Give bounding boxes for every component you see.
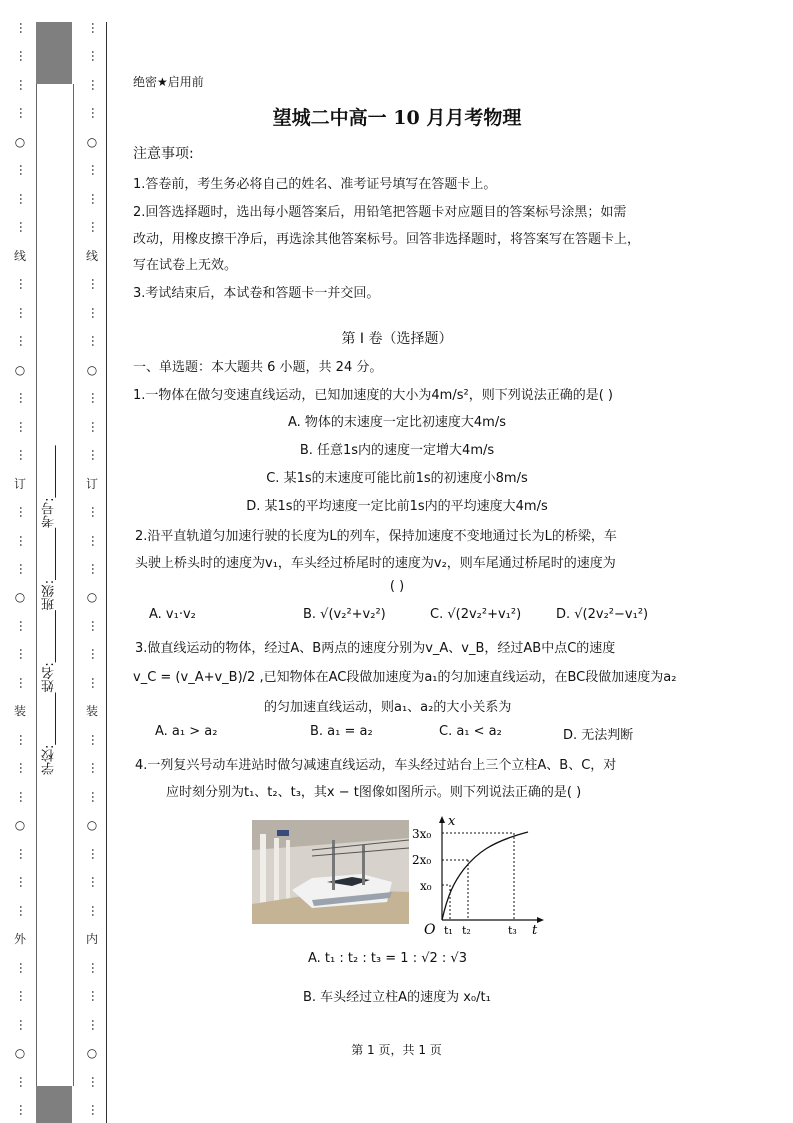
binding-dots: … (17, 791, 31, 803)
binding-circle: ○ (86, 1046, 98, 1060)
binding-dots: … (89, 307, 103, 319)
x-tick-t3: t₃ (508, 924, 517, 936)
q1-option-b: B. 任意1s内的速度一定增大4m/s (299, 443, 495, 458)
binding-circle: ○ (14, 135, 26, 149)
q2-stem-line2: 头驶上桥头时的速度为v₁，车头经过桥尾时的速度为v₂，则车尾通过桥尾时的速度为 (135, 556, 616, 571)
binding-dots: … (17, 762, 31, 774)
binding-dots: … (17, 193, 31, 205)
binding-char: 线 (85, 249, 98, 263)
binding-dots: … (17, 876, 31, 888)
train-photo (252, 820, 409, 924)
binding-circle: ○ (86, 590, 98, 604)
q3-option-a: A. a₁ > a₂ (155, 724, 218, 739)
q4-stem-line1: 4.一列复兴号动车进站时做匀减速直线运动，车头经过站台上三个立柱A、B、C，对 (135, 758, 617, 773)
x-t-curve (442, 832, 528, 920)
binding-dots: … (17, 392, 31, 404)
y-axis-arrow (439, 816, 445, 823)
binding-dots: … (17, 734, 31, 746)
binding-dots: … (17, 506, 31, 518)
x-tick-t2: t₂ (462, 924, 471, 936)
binding-dots: … (89, 506, 103, 518)
binding-dots: … (17, 677, 31, 689)
binding-dots: … (89, 107, 103, 119)
note-item: 改动，用橡皮擦干净后，再选涂其他答案标号。回答非选择题时，将答案写在答题卡上， (133, 232, 641, 247)
binding-dots: … (17, 50, 31, 62)
binding-char: 内 (85, 932, 98, 946)
binding-dots: … (89, 421, 103, 433)
binding-dots: … (89, 762, 103, 774)
y-tick-2x0: 2x₀ (412, 853, 432, 867)
binding-dots: … (89, 962, 103, 974)
q2-stem-line1: 2.沿平直轨道匀加速行驶的长度为L的列车，保持加速度不变地通过长为L的桥梁，车 (135, 529, 617, 544)
binding-dots: … (89, 278, 103, 290)
q4-option-a: A. t₁ : t₂ : t₃ = 1 : √2 : √3 (308, 951, 467, 966)
binding-dots: … (89, 1104, 103, 1116)
x-axis-label: t (532, 923, 538, 936)
q2-option-c: C. √(2v₂²+v₁²) (430, 607, 522, 622)
binding-circle: ○ (86, 363, 98, 377)
binding-char: 线 (13, 249, 26, 263)
q3-option-d: D. 无法判断 (563, 728, 634, 743)
binding-dots: … (89, 22, 103, 34)
q3-option-c: C. a₁ < a₂ (439, 724, 502, 739)
binding-dots: … (17, 563, 31, 575)
binding-dots: … (89, 50, 103, 62)
secret-label: 绝密★启用前 (133, 75, 204, 89)
binding-dots: … (89, 905, 103, 917)
q2-option-b: B. √(v₂²+v₂²) (303, 607, 386, 622)
binding-dots: … (17, 449, 31, 461)
exam-title: 望城二中高一 10 月月考物理 (272, 107, 522, 129)
binding-circle: ○ (14, 1046, 26, 1060)
q3-option-b: B. a₁ = a₂ (310, 724, 373, 739)
binding-circle: ○ (86, 135, 98, 149)
y-axis-label: x (448, 814, 456, 829)
binding-dots: … (89, 563, 103, 575)
gutter-top-band (36, 22, 72, 84)
q1-option-a: A. 物体的末速度一定比初速度大4m/s (287, 415, 507, 430)
binding-dots: … (17, 848, 31, 860)
note-item: 3.考试结束后，本试卷和答题卡一并交回。 (133, 286, 380, 301)
binding-dots: … (89, 791, 103, 803)
binding-dots: … (17, 79, 31, 91)
binding-dots: … (17, 307, 31, 319)
binding-dots: … (17, 1076, 31, 1088)
q1-stem: 1.一物体在做匀变速直线运动，已知加速度的大小为4m/s²，则下列说法正确的是( ) (133, 388, 613, 403)
binding-dots: … (17, 421, 31, 433)
binding-dots: … (89, 335, 103, 347)
binding-dots: … (89, 876, 103, 888)
binding-dots: … (17, 107, 31, 119)
q1-option-c: C. 某1s的末速度可能比前1s的初速度小8m/s (266, 471, 528, 486)
q3-stem-line3: 的匀加速直线运动，则a₁、a₂的大小关系为 (264, 700, 512, 715)
student-info-fields: 学校:________姓名:________班级:________考号:________ (42, 445, 57, 775)
q3-stem-line1: 3.做直线运动的物体，经过A、B两点的速度分别为v_A、v_B，经过AB中点C的速度 (135, 641, 616, 656)
note-item: 1.答卷前，考生务必将自己的姓名、准考证号填写在答题卡上。 (133, 177, 497, 192)
y-tick-3x0: 3x₀ (412, 827, 432, 841)
q3-stem-line2: v_C = (v_A+v_B)/2 ,已知物体在AC段做加速度为a₁的匀加速直线运动，在BC段做加速度为a₂ (133, 670, 677, 685)
binding-char: 订 (13, 477, 26, 491)
binding-dots: … (89, 734, 103, 746)
binding-dots: … (89, 164, 103, 176)
binding-dots: … (17, 1019, 31, 1031)
x-t-graph (410, 814, 550, 936)
y-tick-x0: x₀ (420, 879, 432, 893)
binding-dots: … (89, 221, 103, 233)
note-item: 2.回答选择题时，选出每小题答案后，用铅笔把答题卡对应题目的答案标号涂黑；如需 (133, 205, 627, 220)
binding-dots: … (89, 79, 103, 91)
x-tick-t1: t₁ (444, 924, 453, 936)
binding-circle: ○ (14, 818, 26, 832)
binding-char: 订 (85, 477, 98, 491)
x-axis-arrow (537, 917, 544, 923)
binding-dots: … (89, 648, 103, 660)
origin-label: O (424, 922, 436, 936)
notes-heading: 注意事项: (133, 146, 194, 162)
binding-circle: ○ (14, 363, 26, 377)
q4-stem-line2: 应时刻分别为t₁、t₂、t₃，其x − t图像如图所示。则下列说法正确的是( ) (166, 785, 582, 800)
binding-circle: ○ (14, 590, 26, 604)
binding-char: 装 (13, 704, 26, 718)
binding-dots: … (89, 449, 103, 461)
binding-dots: … (17, 164, 31, 176)
gutter-divider-line (106, 22, 107, 1123)
q2-option-d: D. √(2v₂²−v₁²) (556, 607, 649, 622)
q2-option-a: A. v₁·v₂ (149, 607, 196, 622)
q2-stem-line3: ( ) (389, 579, 405, 594)
inner-binding-marks (82, 0, 102, 1123)
binding-dots: … (17, 648, 31, 660)
binding-dots: … (17, 221, 31, 233)
binding-dots: … (17, 990, 31, 1002)
binding-dots: … (89, 392, 103, 404)
binding-dots: … (89, 193, 103, 205)
binding-char: 装 (85, 704, 98, 718)
q1-option-d: D. 某1s的平均速度一定比前1s内的平均速度大4m/s (246, 499, 548, 514)
binding-dots: … (17, 335, 31, 347)
binding-dots: … (17, 905, 31, 917)
binding-circle: ○ (86, 818, 98, 832)
binding-dots: … (17, 962, 31, 974)
binding-dots: … (17, 620, 31, 632)
section-title: 第 I 卷（选择题） (341, 331, 453, 347)
part-heading: 一、单选题：本大题共 6 小题，共 24 分。 (133, 360, 383, 375)
binding-dots: … (17, 22, 31, 34)
page-footer: 第 1 页，共 1 页 (351, 1043, 442, 1057)
binding-char: 外 (13, 932, 26, 946)
binding-dots: … (89, 677, 103, 689)
outer-binding-marks (10, 0, 30, 1123)
binding-dots: … (89, 535, 103, 547)
binding-dots: … (17, 535, 31, 547)
binding-dots: … (89, 848, 103, 860)
binding-dots: … (89, 620, 103, 632)
binding-dots: … (17, 278, 31, 290)
gutter-bottom-band (36, 1086, 72, 1123)
binding-dots: … (89, 990, 103, 1002)
binding-dots: … (89, 1076, 103, 1088)
q4-option-b: B. 车头经过立柱A的速度为 x₀/t₁ (303, 990, 491, 1005)
binding-dots: … (89, 1019, 103, 1031)
note-item: 写在试卷上无效。 (133, 258, 238, 273)
binding-dots: … (17, 1104, 31, 1116)
